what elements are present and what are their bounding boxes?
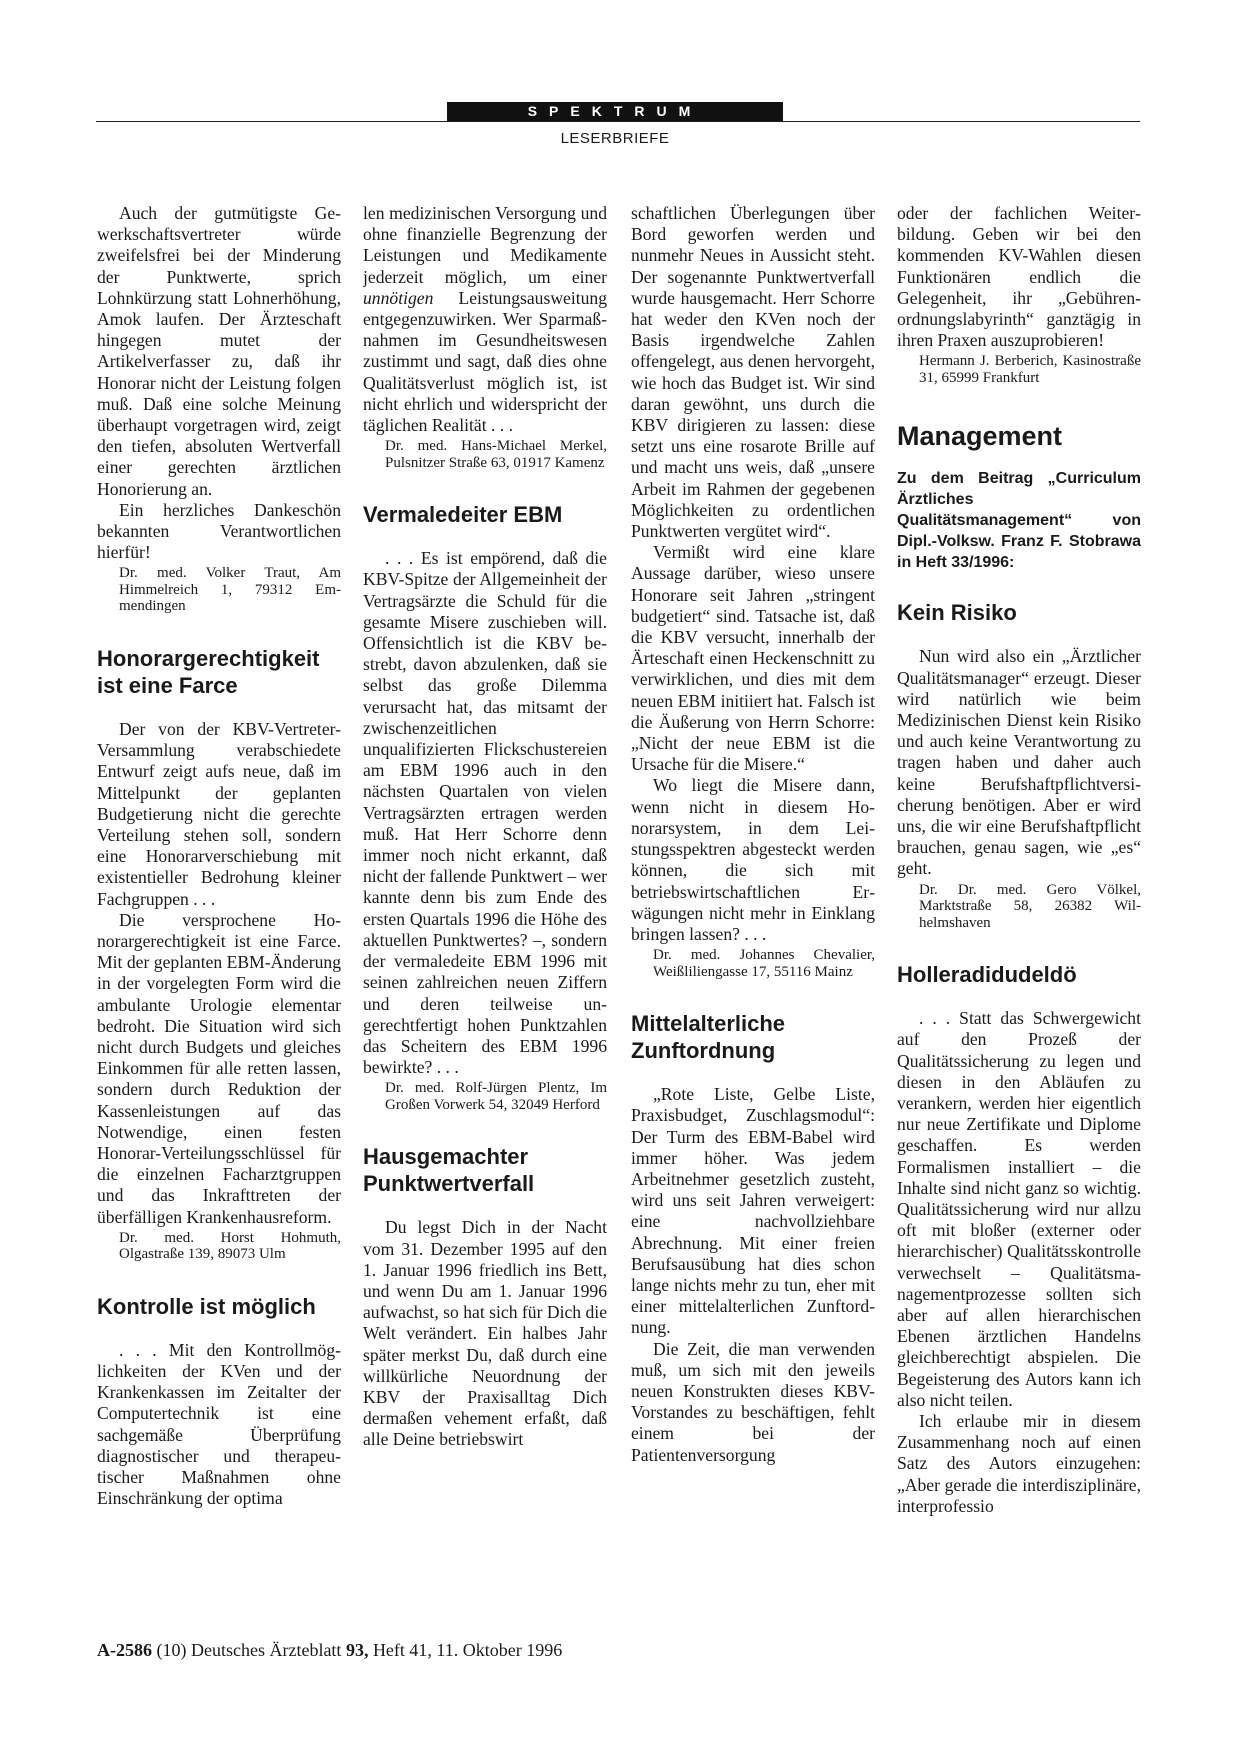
page-number: A-2586 <box>97 1640 152 1660</box>
header-rule <box>96 121 1140 122</box>
letter-heading: Hausgemachter Punktwertverfall <box>363 1144 535 1197</box>
topic-heading: Management <box>897 421 1063 452</box>
paragraph: Vermißt wird eine klare Aussage darüber, wieso unsere Honorare seit Jahren „stringent budgetiert“ sind. Tatsache ist, daß die KBV versucht, innerhalb der Ärteschaft einen Heckenschnitt zu verwirklichen, und dies mit dem neuen EBM initiiert hat. Falsch ist die Äußerung von Herrn Schorre: „Nicht der neue EBM ist die Ursache für die Misere.“ <box>631 542 875 775</box>
section-banner: SPEKTRUM <box>447 102 783 121</box>
paragraph: „Rote Liste, Gelbe Liste, Praxisbudget, Zuschlagsmodul“: Der Turm des EBM-Babel wird immer höher. Was jedem Arbeitnehmer gesetzlich zusteht, wird uns seit Jahren verweigert: eine nachvollziehbare Abrechnung. Mit einer freien Berufsausübung hat dies schon lange nichts mehr zu tun, eher mit einer mittelalterlichen Zunftordnung. <box>631 1084 875 1338</box>
letter-heading: Kontrolle ist möglich <box>97 1293 316 1319</box>
letter-signature: Dr. med. Horst Hohmuth, Olgastraße 139, 89073 Ulm <box>119 1229 341 1263</box>
paragraph: . . . Mit den Kontrollmöglichkeiten der KVen und der Krankenkassen im Zeitalter der Computertechnik ist eine sachgemäße Überprüfung diagnostischer und therapeutischer Maßnahmen ohne Einschränkung der optima <box>97 1339 341 1509</box>
paragraph: Auch der gutmütigste Gewerkschaftsvertreter würde zweifelsfrei bei der Minderung der Punktwerte, sprich Lohnkürzung statt Lohnerhöhung, Amok laufen. Der Ärzteschaft hingegen mutet der Artikelverfasser zu, daß ihr Honorar nicht der Leistung folgen muß. Daß eine solche Meinung überhaupt vorgetragen wird, zeigt den tiefen, absoluten Wertverfall einer gerechten ärztlichen Honorierung an. <box>97 203 341 499</box>
section-subtitle: LESERBRIEFE <box>560 130 670 147</box>
letter-signature: Dr. med. Rolf-Jürgen Plentz, Im Großen Vorwerk 54, 32049 Herford <box>385 1080 607 1113</box>
paragraph: oder der fachlichen Weiterbildung. Geben wir bei den kommenden KV-Wahlen diesen Funktionären endlich die Gelegenheit, ihr „Gebührenordnungslabyrinth“ ganztägig in ihren Praxen auszuprobieren! <box>897 203 1141 351</box>
letter-heading: Kein Risiko <box>897 600 1017 626</box>
footer-issue: Heft 41, 11. Oktober 1996 <box>368 1640 563 1660</box>
letter-signature: Dr. med. Volker Traut, Am Himmelreich 1, 79312 Emmendingen <box>119 565 341 615</box>
emphasis: unnötigen <box>363 287 434 308</box>
paragraph <box>363 203 607 436</box>
footer-text: (10) Deutsches Ärzteblatt <box>152 1640 346 1660</box>
letter-signature: Dr. med. Hans-Michael Merkel, Pulsnitzer Straße 63, 01917 Kamenz <box>385 438 607 471</box>
page-footer <box>97 1640 562 1661</box>
paragraph: Du legst Dich in der Nacht vom 31. Dezember 1995 auf den 1. Januar 1996 friedlich ins Bett, und wenn Du am 1. Januar 1996 aufwachst, so hat sich für Dich die Welt verändert. Ein halbes Jahr später merkst Du, daß durch eine willkürliche Neuordnung der KBV der Praxisalltag Dich dermaßen vehement erfaßt, daß alle Deine betriebswirt <box>363 1217 607 1450</box>
column-1 <box>97 203 341 1613</box>
paragraph: Die Zeit, die man verwenden muß, um sich mit den jeweils neuen Konstrukten dieses KBV-Vorstandes zu beschäftigen, fehlt einem bei der Patientenversorgung <box>631 1338 875 1465</box>
paragraph: . . . Es ist empörend, daß die KBV-Spitze der Allgemeinheit der Vertragsärzte die Schuld für die gesamte Misere zuschieben will. Offensichtlich ist die KBV bestrebt, davon abzulenken, daß sie selbst das große Dilemma verursacht hat, das mitsamt der zwischenzeitlichen unqualifizierten Flickschustereien am EBM 1996 auch in den nächsten Quartalen von vielen Vertragsärzten ertragen werden muß. Hat Herr Schorre denn immer noch nicht erkannt, daß nicht der fallende Punktwert – wer kannte denn bis zum Ende des ersten Quartals 1996 die Höhe des aktuellen Punktwertes? –, sondern der vermaledeite EBM 1996 mit seinen zahlreichen neuen Ziffern und deren teilweise ungerechtfertigt hohen Punktzahlen das Scheitern des EBM 1996 bewirkte? . . . <box>363 548 607 1078</box>
paragraph: Ein herzliches Dankeschön bekannten Verantwortlichen hierfür! <box>97 499 341 563</box>
column-4 <box>897 203 1141 1613</box>
letter-signature: Dr. med. Johannes Chevalier, Weißliliengasse 17, 55116 Mainz <box>653 947 875 980</box>
paragraph: Ich erlaube mir in diesem Zusammenhang noch auf einen Satz des Autors einzugehen: „Aber gerade die interdisziplinäre, interprofessio <box>897 1411 1141 1516</box>
paragraph: Wo liegt die Misere dann, wenn nicht in diesem Honorarsystem, in dem Leistungsspektren abgesteckt werden können, die sich mit betriebswirtschaftlichen Erwägungen nicht mehr in Einklang bringen lassen? . . . <box>631 775 875 944</box>
paragraph: Nun wird also ein „Ärztlicher Qualitätsmanager“ erzeugt. Dieser wird natürlich wie beim Medizinischen Dienst kein Risiko und auch keine Verantwortung zu tragen haben und daher auch keine Berufshaftpflichtversicherung benötigen. Aber er wird uns, die wir eine Berufshaftpflicht brauchen, genau sagen, wie „es“ geht. <box>897 646 1141 879</box>
volume-number: 93, <box>345 1640 369 1660</box>
topic-reference: Zu dem Beitrag „Curriculum Ärztliches Qualitätsmanagement“ von Dipl.-Volksw. Franz F. Stobrawa in Heft 33/1996: <box>897 470 1141 572</box>
paragraph: Der von der KBV-Vertreter-Versammlung verabschiedete Entwurf zeigt aufs neue, daß im Mittelpunkt der geplanten Budgetierung nicht die gerechte Verteilung stehen soll, sondern eine Honorarverschiebung mit existentieller Bedrohung kleiner Fachgruppen . . . <box>97 718 341 909</box>
letter-heading: Holleradidudeldö <box>897 962 1077 988</box>
letter-signature: Dr. Dr. med. Gero Völkel, Marktstraße 58, 26382 Wilhelmshaven <box>919 881 1141 931</box>
letter-heading: Mittelalterliche Zunftordnung <box>631 1011 786 1064</box>
text-run: Leistungsausweitung entgegenzuwirken. Wer Sparmaßnahmen im Gesundheitswesen zustimmt und sagt, daß dies ohne Qualitätsverlust möglich ist, ist nicht ehrlich und widerspricht der täglichen Realität . . . <box>363 287 607 436</box>
column-3 <box>631 203 875 1613</box>
column-2 <box>363 203 607 1613</box>
letter-heading: Vermaledeiter EBM <box>363 502 563 528</box>
letter-heading: Honorargerechtigkeit ist eine Farce <box>97 645 320 698</box>
text-run: len medizinischen Versorgung und ohne finanzielle Begrenzung der Leistungen und Medikamente jederzeit möglich, um einer <box>363 203 607 287</box>
paragraph: . . . Statt das Schwergewicht auf den Prozeß der Qualitätssicherung zu legen und diesen in den Abläufen zu verankern, werden hier eigentlich nur neue Zertifikate und Diplome geschaffen. Es werden Formalismen installiert – die Inhalte sind nicht ganz so wichtig. Qualitätssicherung wird nur allzu oft mit bloßer (externer oder hierarchischer) Qualitätsskontrolle verwechselt – Qualitätsmanagementprozesse sollten sich aber auf allen hierarchischen Ebenen ärztlichen Handelns gleichberechtigt abspielen. Die Begeisterung des Autors kann ich also nicht teilen. <box>897 1008 1141 1410</box>
paragraph: Die versprochene Honorargerechtigkeit ist eine Farce. Mit der geplanten EBM-Änderung in der vorgelegten Form wird die ambulante Urologie elementar bedroht. Die Situation wird sich nicht durch Budgets und gleiches Einkommen für alle retten lassen, sondern durch Reduktion der Kassenleistungen auf das Notwendige, einen festen Honorar-Verteilungsschlüssel für die einzelnen Facharztgruppen und das Inkrafttreten der überfälligen Krankenhausreform. <box>97 909 341 1227</box>
letter-signature: Hermann J. Berberich, Kasinostraße 31, 65999 Frankfurt <box>919 353 1141 386</box>
paragraph: schaftlichen Überlegungen über Bord geworfen werden und nunmehr Neues in Aussicht steht. Der sogenannte Punktwertverfall wurde hausgemacht. Herr Schorre hat weder den KVen noch der Basis irgendwelche Zahlen offengelegt, aus denen hervorgeht, wie hoch das Budget ist. Wir sind daran gewöhnt, uns durch die KBV dirigieren zu lassen: diese setzt uns eine rosarote Brille auf und macht uns weis, daß „unsere Arbeit im Rahmen der gegebenen Möglichkeiten zu ordentlichen Punktwerten vergütet wird“. <box>631 203 875 542</box>
